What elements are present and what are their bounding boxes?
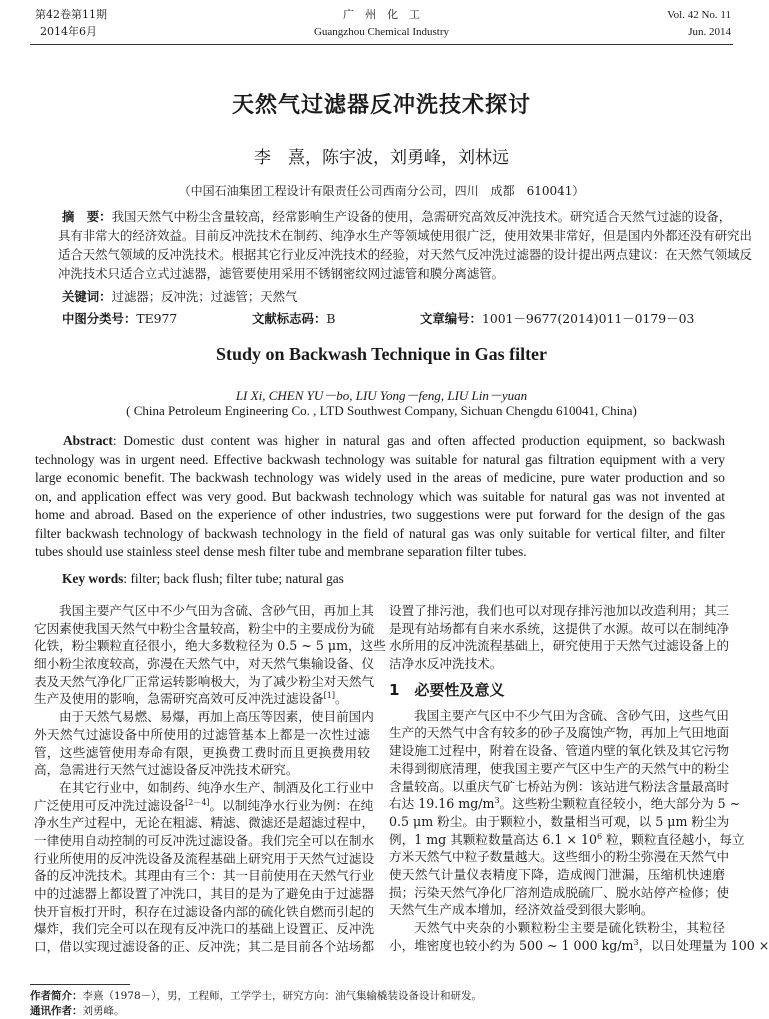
abstract-text: 冲洗技术只适合立式过滤器，滤管要使用采用不锈钢密纹网过滤管和膜分离滤管。	[58, 266, 505, 281]
body-line	[34, 761, 370, 779]
keywords-label: 关键词：	[62, 289, 112, 304]
abstract-en-text: on, and application effect was very good. But backwash technology which was suitable for natural gas was not invented at	[35, 488, 725, 504]
abstract-label: 摘 要：	[62, 209, 112, 224]
abstract-text: 具有非常大的经济效益。目前反冲洗技术在制药、纯净水生产等领域使用很广泛，使用效果非常好，但是国内外都还没有研究出	[58, 228, 752, 243]
line-text: 化铁，粉尘颗粒直径很小，绝大多数粒径为 0.5 ~ 5 μm，这些	[34, 638, 386, 654]
body-line	[34, 938, 375, 956]
affiliation-cn: （中国石油集团工程设计有限责任公司西南分公司，四川 成都 610041）	[178, 184, 585, 198]
body-line	[34, 726, 370, 744]
line-text: 是现有站场都有自来水系统，这提供了水源。故可以在制纯净	[389, 620, 730, 636]
body-line	[34, 655, 375, 673]
volume-issue-en: Vol. 42 No. 11	[667, 9, 731, 21]
journal-name-en: Guangzhou Chemical Industry	[313, 26, 450, 38]
line-text: 天然气中夹杂的小颗粒粉尘主要是硫化铁粉尘，其粒径	[414, 920, 725, 935]
body-line	[34, 797, 374, 815]
body-line	[34, 673, 375, 691]
affiliation-en: ( China Petroleum Engineering Co. , LTD Southwest Company, Sichuan Chengdu 610041, China)	[126, 403, 637, 418]
body-line	[34, 850, 375, 868]
body-line	[389, 742, 730, 760]
footnote-rule	[30, 984, 130, 985]
body-line	[34, 744, 370, 762]
body-line	[389, 831, 745, 849]
title-cn: 天然气过滤器反冲洗技术探讨	[231, 93, 531, 118]
line-text: 我国主要产气区中不少气田为含硫、含砂气田，再加上其	[59, 603, 374, 618]
line-text: 小，堆密度也较小约为 500 ~ 1 000 kg/m	[389, 937, 634, 953]
keywords-en	[62, 570, 722, 589]
line-text: 行业所使用的反冲洗设备及流程基础上研究用于天然气过滤设	[34, 850, 375, 866]
line-text: 含量较高。以重庆气矿七桥站为例：该站进气粉法含量最高时	[389, 778, 730, 794]
line-text: 管，这些滤管使用寿命有限，更换费工费时而且更换费用较	[34, 744, 370, 760]
line-text: 水所用的反冲洗流程基础上，研究使用于天然气过滤设备上的	[389, 638, 730, 654]
citation-superscript: 3	[494, 796, 500, 805]
line-text: 生产的天然气中含有较多的砂子及腐蚀产物，再加上气田地面	[389, 725, 730, 741]
line-text: 净水生产过程中，无论在粗滤、精滤、微滤还是超滤过程中，	[34, 815, 375, 831]
line-text: 0.5 μm 粉尘。由于颗粒小，数量相当可观，以 5 μm 粉尘为	[389, 813, 730, 829]
body-line	[389, 602, 730, 620]
body-column-left	[34, 602, 386, 956]
line-text: 中的过滤器上都设置了冲洗口，其目的是为了避免由于过滤器	[34, 886, 375, 901]
citation-superscript: 3	[633, 937, 639, 947]
line-text: 一律使用自动控制的可反冲洗过滤设备。我们完全可以在制水	[34, 832, 375, 848]
body-column-right	[389, 602, 769, 954]
document-code	[252, 309, 335, 327]
body-line	[389, 937, 769, 955]
abstract-en-line	[35, 451, 725, 470]
abstract-en-label: Abstract	[63, 433, 113, 448]
abstract-en-text: large economic benefit. The backwash technology was widely used in the areas of medicine, pure water production and so	[35, 470, 725, 485]
authors-en: LI Xi, CHEN YU－bo, LIU Yong－feng, LIU Lin－yuan	[235, 388, 528, 403]
body-line	[34, 708, 374, 726]
line-text: 例，1 mg 其颗粒数量高达 6.1 × 10	[389, 831, 597, 847]
body-line	[34, 903, 375, 921]
body-line	[389, 620, 730, 638]
citation-superscript: 6	[596, 831, 603, 841]
abstract-en-line	[35, 543, 725, 562]
body-line	[389, 637, 730, 655]
line-text: 右达 19.16 mg/m	[389, 796, 495, 812]
abstract-en-text: home and abroad. Based on the experience of other industries, two suggestions were put forward for the design of the gas	[35, 507, 725, 522]
footnote-author-label: 作者简介：	[30, 990, 83, 1002]
line-text: 生产及使用的影响，急需研究高效可反冲洗过滤设备	[34, 691, 324, 707]
citation-superscript: [2－4]	[185, 797, 210, 807]
body-line	[389, 919, 725, 937]
title-en: Study on Backwash Technique in Gas filter	[215, 344, 548, 364]
authors-cn: 李 熹，陈宇波，刘勇峰，刘林远	[254, 148, 509, 168]
line-text: 损；污染天然气净化厂溶剂造成脱硫厂、脱水站停产检修；使	[389, 884, 730, 900]
line-text: 爆炸，我们完全可以在现有反冲洗口的基础上设置正、反冲洗	[34, 921, 375, 937]
abstract-cn	[58, 207, 752, 283]
body-line	[34, 867, 375, 885]
line-text: 外天然气过滤设备中所使用的过滤管基本上都是一次性过滤	[34, 726, 370, 742]
line-text: 天然气生产成本增加，经济效益受到很大影响。	[389, 902, 654, 918]
line-text: 它因素使我国天然气中粉尘含量较高，粉尘中的主要成份为硫	[34, 620, 375, 636]
body-line	[34, 620, 375, 638]
body-line	[389, 724, 730, 742]
line-text: 1 必要性及意义	[389, 680, 505, 699]
abstract-en-line	[35, 525, 725, 544]
abstract-line	[58, 207, 732, 226]
body-line	[389, 813, 730, 831]
article-label: 文章编号：	[420, 311, 482, 326]
line-text: 我国主要产气区中不少气田为含硫、含砂气田，这些气田	[414, 707, 729, 723]
line-text: 洁净水反冲洗技术。	[389, 656, 503, 672]
line-text: 口，借以实现过滤设备的正、反冲洗；其二是目前各个站场都	[34, 939, 375, 955]
footnote-corr-label: 通讯作者：	[30, 1005, 83, 1017]
footnote-author-text: 李熹（1978－），男，工程师，工学学士，研究方向：油气集输橇装设备设计和研发。	[82, 990, 482, 1002]
body-line	[34, 690, 370, 708]
line-text: 细小粉尘浓度较高，弥漫在天然气中，对天然气集输设备、仪	[34, 656, 375, 672]
article-value: 1001－9677(2014)011－0179－03	[481, 311, 695, 326]
line-text: 快开盲板打开时，积存在过滤设备内部的硫化铁自燃而引起的	[34, 903, 375, 919]
body-line	[34, 920, 375, 938]
body-line	[389, 884, 730, 902]
line-text-after: 。这些粉尘颗粒直径较小，绝大部分为 5 ~	[499, 796, 741, 812]
body-line	[34, 814, 375, 832]
body-line	[389, 866, 725, 884]
line-text: 高，急需进行天然气过滤设备反冲洗技术研究。	[34, 762, 299, 778]
line-text-after: 。	[335, 691, 348, 707]
line-text: 建设施工过程中，附着在设备、管道内壁的氧化铁及其它污物	[389, 743, 730, 759]
abstract-en-line	[35, 506, 725, 525]
body-line	[389, 707, 729, 725]
body-line	[389, 655, 725, 673]
abstract-text: 适合天然气领域的反冲洗技术。根据其它行业反冲洗技术的经验，对天然气反冲洗过滤器的设计提出两点建议：在天然气领域反	[58, 247, 752, 262]
date-en: Jun. 2014	[688, 26, 731, 38]
body-line	[34, 637, 386, 655]
body-line	[34, 885, 375, 903]
keywords-en-label: Key words	[62, 571, 124, 586]
abstract-line	[58, 245, 752, 264]
body-line	[34, 602, 374, 620]
body-line	[389, 795, 741, 813]
abstract-line	[58, 226, 752, 245]
abstract-en-text: filter backwash technology of backwash technology in the field of natural gas was only suitable for vertical filter, and filter	[35, 525, 725, 541]
date-cn: 2014年6月	[40, 25, 97, 38]
line-text: 广泛使用可反冲洗过滤设备	[34, 797, 186, 813]
body-line	[34, 832, 375, 850]
keywords-cn	[62, 287, 297, 305]
line-text: 使天然气计量仪表精度下降，造成阀门泄漏，压缩机快速磨	[389, 866, 725, 882]
class-label: 中图分类号：	[62, 311, 137, 326]
body-line	[389, 760, 730, 778]
abstract-en-text: tubes should use stainless steel dense mesh filter tube and membrane separation filter tubes.	[35, 544, 527, 559]
line-text: 设置了排污池，我们也可以对现存排污池加以改造利用；其三	[389, 603, 730, 618]
journal-name-cn: 广 州 化 工	[343, 8, 420, 21]
section-heading	[389, 673, 725, 707]
class-number	[62, 309, 177, 327]
line-text: 表及天然气净化厂正常运转影响极大，为了减少粉尘对天然气	[34, 673, 375, 689]
citation-superscript: [1]	[323, 691, 335, 701]
abstract-en-text: : Domestic dust content was higher in natural gas and often affected production equipment, so backwash	[112, 433, 725, 448]
footnote-corresponding	[30, 1003, 125, 1019]
abstract-line	[58, 264, 720, 283]
abstract-text: 我国天然气中粉尘含量较高，经常影响生产设备的使用，急需研究高效反冲洗技术。研究适合天然气过滤的设备，	[111, 209, 732, 224]
abstract-en-line	[35, 432, 725, 451]
footnote-corr-text: 刘勇峰。	[82, 1005, 125, 1017]
abstract-en-line	[35, 469, 725, 488]
body-line	[34, 779, 374, 797]
keywords-en-value: : filter; back flush; filter tube; natural gas	[123, 571, 344, 586]
abstract-en	[35, 432, 725, 562]
body-line	[389, 901, 725, 919]
line-text: 方米天然气中粒子数量越大。这些细小的粉尘弥漫在天然气中	[389, 849, 730, 865]
abstract-en-line	[35, 488, 725, 507]
line-text: 由于天然气易燃、易爆，再加上高压等因素，使目前国内	[59, 709, 374, 725]
body-line	[389, 848, 730, 866]
doc-value: B	[326, 311, 336, 326]
line-text: 在其它行业中，如制药、纯净水生产、制酒及化工行业中	[59, 779, 374, 795]
class-value: TE977	[136, 311, 178, 326]
keywords-value: 过滤器；反冲洗；过滤管；天然气	[111, 289, 298, 304]
line-text-after: 。以制纯净水行业为例：在纯	[209, 797, 374, 813]
body-line	[389, 778, 730, 796]
volume-issue-cn: 第42卷第11期	[35, 8, 107, 21]
article-number	[420, 309, 694, 327]
line-text-after: 粒，颗粒直径越小，每立	[602, 831, 745, 847]
line-text: 备的反冲洗技术。其理由有三个：其一目前使用在天然气行业	[34, 868, 375, 884]
line-text: 未得到彻底清理，使我国主要产气区中生产的天然气中的粉尘	[389, 760, 730, 776]
doc-label: 文献标志码：	[252, 311, 327, 326]
footnote-author	[30, 988, 482, 1004]
line-text-after: ，以日处理量为 100 ×	[638, 937, 769, 953]
abstract-en-text: technology was in urgent need. Effective backwash technology was suitable for natural gas filtration equipment with a very	[35, 451, 725, 467]
header-rule	[30, 44, 733, 45]
